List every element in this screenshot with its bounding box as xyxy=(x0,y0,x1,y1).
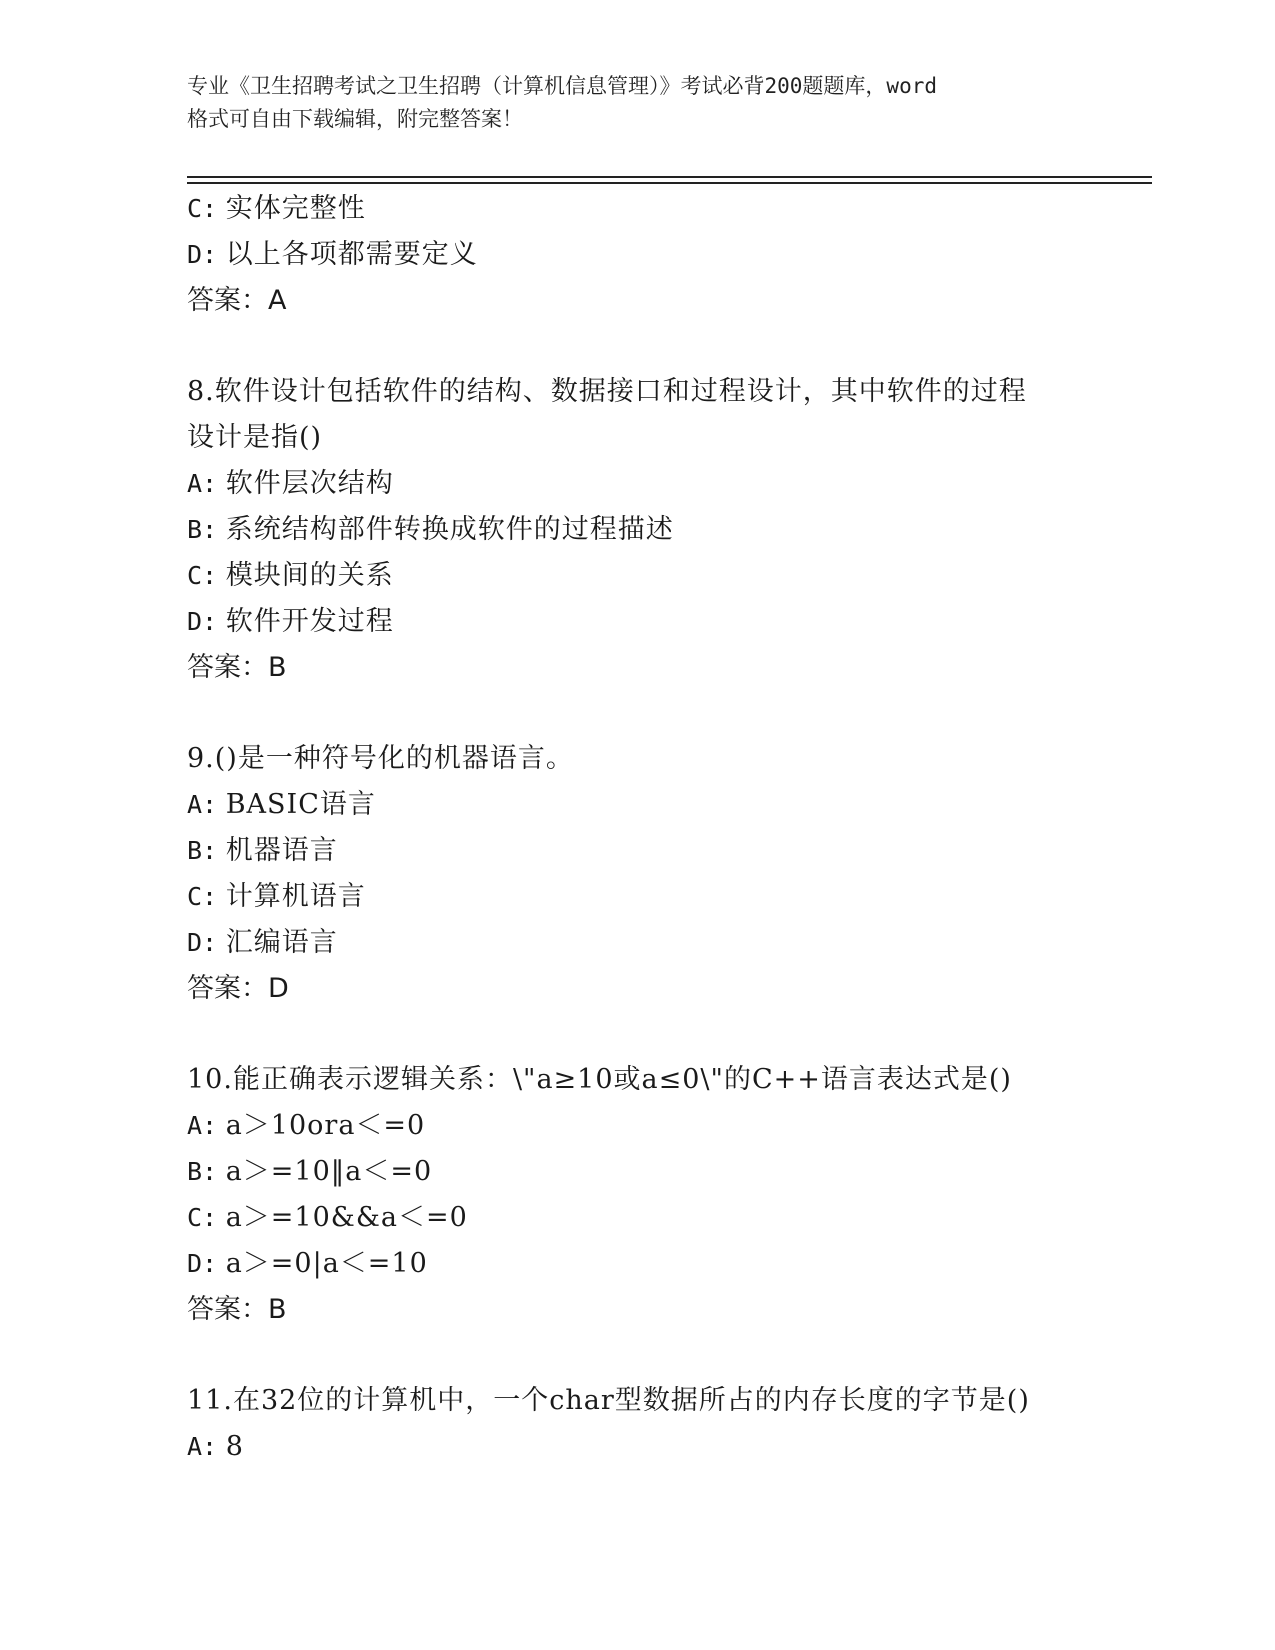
question-list xyxy=(187,186,1107,1470)
option-b xyxy=(187,828,1107,874)
option-d xyxy=(187,1241,1107,1287)
spacer xyxy=(187,691,1107,736)
option-text: 计算机语言 xyxy=(225,881,366,912)
option-letter: A: xyxy=(187,469,218,498)
question-stem: 8.软件设计包括软件的结构、数据接口和过程设计，其中软件的过程 xyxy=(187,376,1027,407)
option-letter: C: xyxy=(187,1203,218,1232)
option-text: a＞=10&&a＜=0 xyxy=(225,1202,468,1233)
option-letter: C: xyxy=(187,561,218,590)
option-c xyxy=(187,186,1107,232)
header-rule-bottom xyxy=(187,182,1152,184)
spacer xyxy=(187,324,1107,369)
option-a xyxy=(187,782,1107,828)
question-11 xyxy=(187,1378,1107,1470)
option-d xyxy=(187,599,1107,645)
answer-line: 答案：D xyxy=(187,973,289,1004)
option-text: 模块间的关系 xyxy=(225,560,394,591)
option-text: BASIC语言 xyxy=(225,789,376,820)
option-a xyxy=(187,1424,1107,1470)
option-letter: C: xyxy=(187,882,218,911)
option-letter: C: xyxy=(187,194,218,223)
header-title-line1: 专业《卫生招聘考试之卫生招聘（计算机信息管理）》考试必背200题题库，word xyxy=(187,74,937,98)
question-stem: 11.在32位的计算机中，一个char型数据所占的内存长度的字节是() xyxy=(187,1385,1030,1416)
option-d xyxy=(187,232,1107,278)
option-text: 软件层次结构 xyxy=(225,468,394,499)
question-stem: 10.能正确表示逻辑关系：\"a≥10或a≤0\"的C++语言表达式是() xyxy=(187,1064,1012,1095)
question-9 xyxy=(187,736,1107,1012)
answer-line: 答案：B xyxy=(187,1294,287,1325)
option-letter: D: xyxy=(187,607,218,636)
question-10 xyxy=(187,1057,1107,1333)
option-b xyxy=(187,507,1107,553)
option-text: 系统结构部件转换成软件的过程描述 xyxy=(225,514,674,545)
option-b xyxy=(187,1149,1107,1195)
option-text: a＞=10‖a＜=0 xyxy=(225,1156,433,1187)
option-text: 8 xyxy=(225,1431,244,1462)
option-letter: D: xyxy=(187,1249,218,1278)
question-stem-continued: 设计是指() xyxy=(187,422,323,453)
option-letter: B: xyxy=(187,836,218,865)
option-letter: A: xyxy=(187,1432,218,1461)
option-text: 实体完整性 xyxy=(225,193,366,224)
option-a xyxy=(187,1103,1107,1149)
option-text: a＞10ora＜=0 xyxy=(225,1110,426,1141)
option-text: 以上各项都需要定义 xyxy=(225,239,478,270)
answer-line: 答案：A xyxy=(187,285,287,316)
option-c xyxy=(187,1195,1107,1241)
option-letter: A: xyxy=(187,1111,218,1140)
document-header xyxy=(187,70,1087,136)
option-text: 软件开发过程 xyxy=(225,606,394,637)
question-8 xyxy=(187,369,1107,691)
option-text: 机器语言 xyxy=(225,835,338,866)
header-title-line2: 格式可自由下载编辑，附完整答案！ xyxy=(187,107,523,131)
option-letter: B: xyxy=(187,515,218,544)
option-c xyxy=(187,874,1107,920)
spacer xyxy=(187,1012,1107,1057)
option-letter: A: xyxy=(187,790,218,819)
question-7-continuation xyxy=(187,186,1107,324)
header-rule-top xyxy=(187,176,1152,178)
option-d xyxy=(187,920,1107,966)
spacer xyxy=(187,1333,1107,1378)
option-letter: B: xyxy=(187,1157,218,1186)
option-a xyxy=(187,461,1107,507)
option-letter: D: xyxy=(187,928,218,957)
option-letter: D: xyxy=(187,240,218,269)
option-text: a＞=0|a＜=10 xyxy=(225,1248,428,1279)
answer-line: 答案：B xyxy=(187,652,287,683)
question-stem: 9.()是一种符号化的机器语言。 xyxy=(187,743,574,774)
option-c xyxy=(187,553,1107,599)
option-text: 汇编语言 xyxy=(225,927,338,958)
